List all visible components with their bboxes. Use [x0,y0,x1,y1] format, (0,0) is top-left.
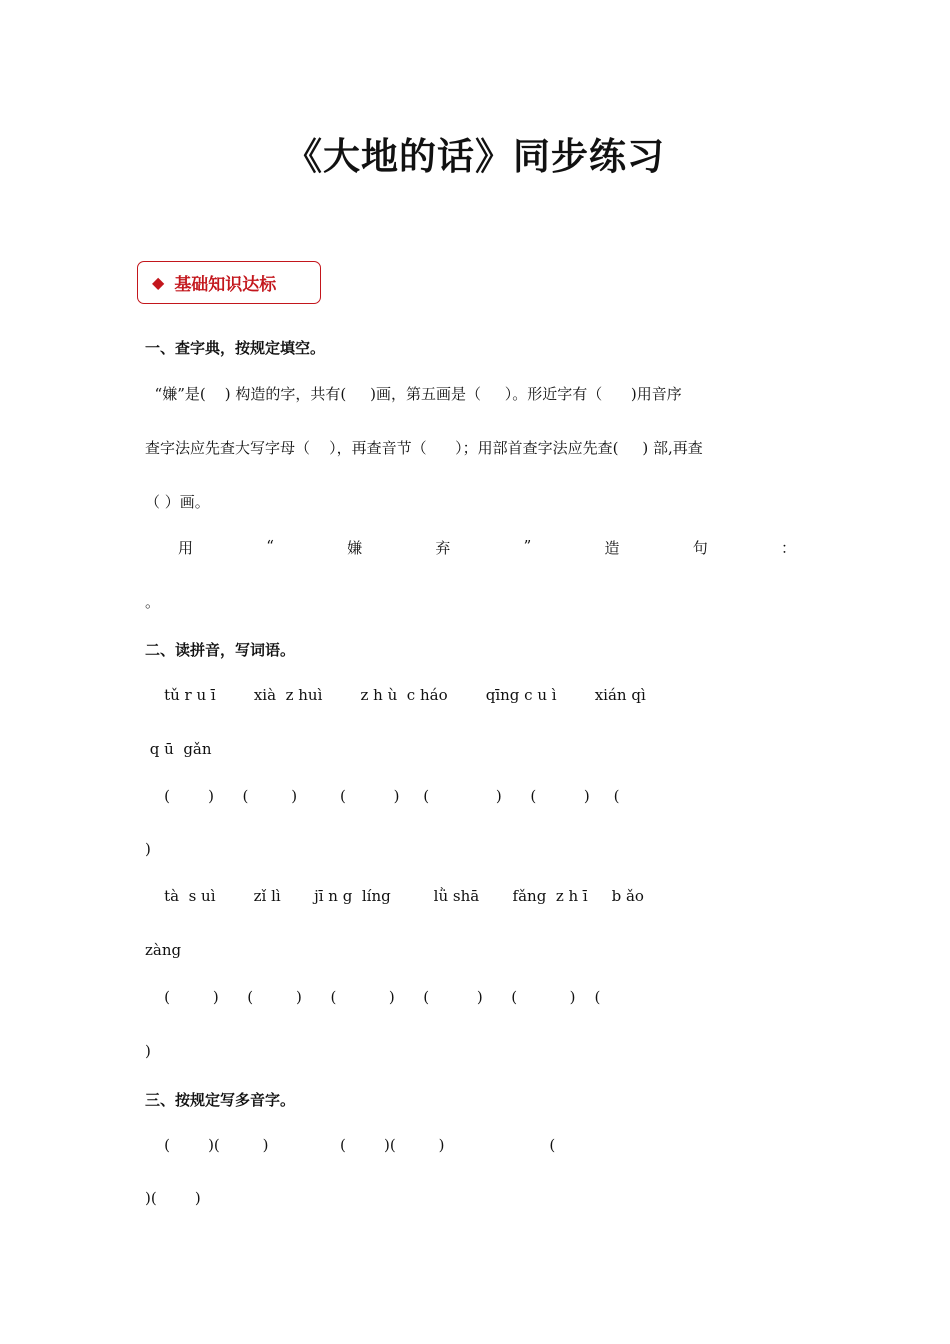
q2-blanks-row-2: ( ) ( ) ( ) ( ) ( ) ( [145,988,601,1006]
page-title: 《大地的话》同步练习 [285,135,665,178]
q2-pinyin-row-2-cont: zàng [145,941,182,959]
q1-sentence-part: 嫌 [347,539,363,557]
q1-line-2: 查字法应先查大写字母（ ），再查音节（ ）；用部首查字法应先查( ) 部,再查 [145,439,703,457]
q1-sentence-part: 用 [178,539,194,557]
q1-sentence-part: “ [266,537,274,555]
question-2-heading: 二、读拼音，写词语。 [145,641,296,659]
question-1-heading: 一、查字典，按规定填空。 [145,339,326,357]
q1-line-1: “嫌”是( ) 构造的字，共有( )画，第五画是（ ）。形近字有（ )用音序 [145,385,682,403]
q2-blanks-row-1-cont: ) [145,840,151,858]
q1-sentence-part: ： [780,539,796,557]
q3-line-1: ( )( ) ( )( ) ( [145,1136,556,1154]
q1-sentence-part: 造 [604,539,620,557]
section-label-box [137,261,321,304]
q1-sentence-part: 句 [692,539,708,557]
q3-line-2: )( ) [145,1189,201,1207]
diamond-icon: ◆ [152,273,165,292]
q2-pinyin-row-1-cont: q ū gǎn [145,740,212,758]
q1-sentence-line [178,537,796,558]
q1-sentence-part: ” [523,537,532,555]
q1-line-5: 。 [145,593,161,611]
question-3-heading: 三、按规定写多音字。 [145,1091,296,1109]
q2-pinyin-row-2: tà s uì zǐ lì jī n g líng lǜ shā fǎng z h ī b ǎo [145,887,644,905]
q2-blanks-row-1: ( ) ( ) ( ) ( ) ( ) ( [145,787,620,805]
section-label: 基础知识达标 [174,275,277,295]
q2-blanks-row-2-cont: ) [145,1042,151,1060]
q1-sentence-part: 弃 [435,539,451,557]
q1-line-3: （ ）画。 [145,493,210,511]
q2-pinyin-row-1: tǔ r u ī xià z huì z h ù c háo qīng c u ì xián qì [145,686,646,704]
